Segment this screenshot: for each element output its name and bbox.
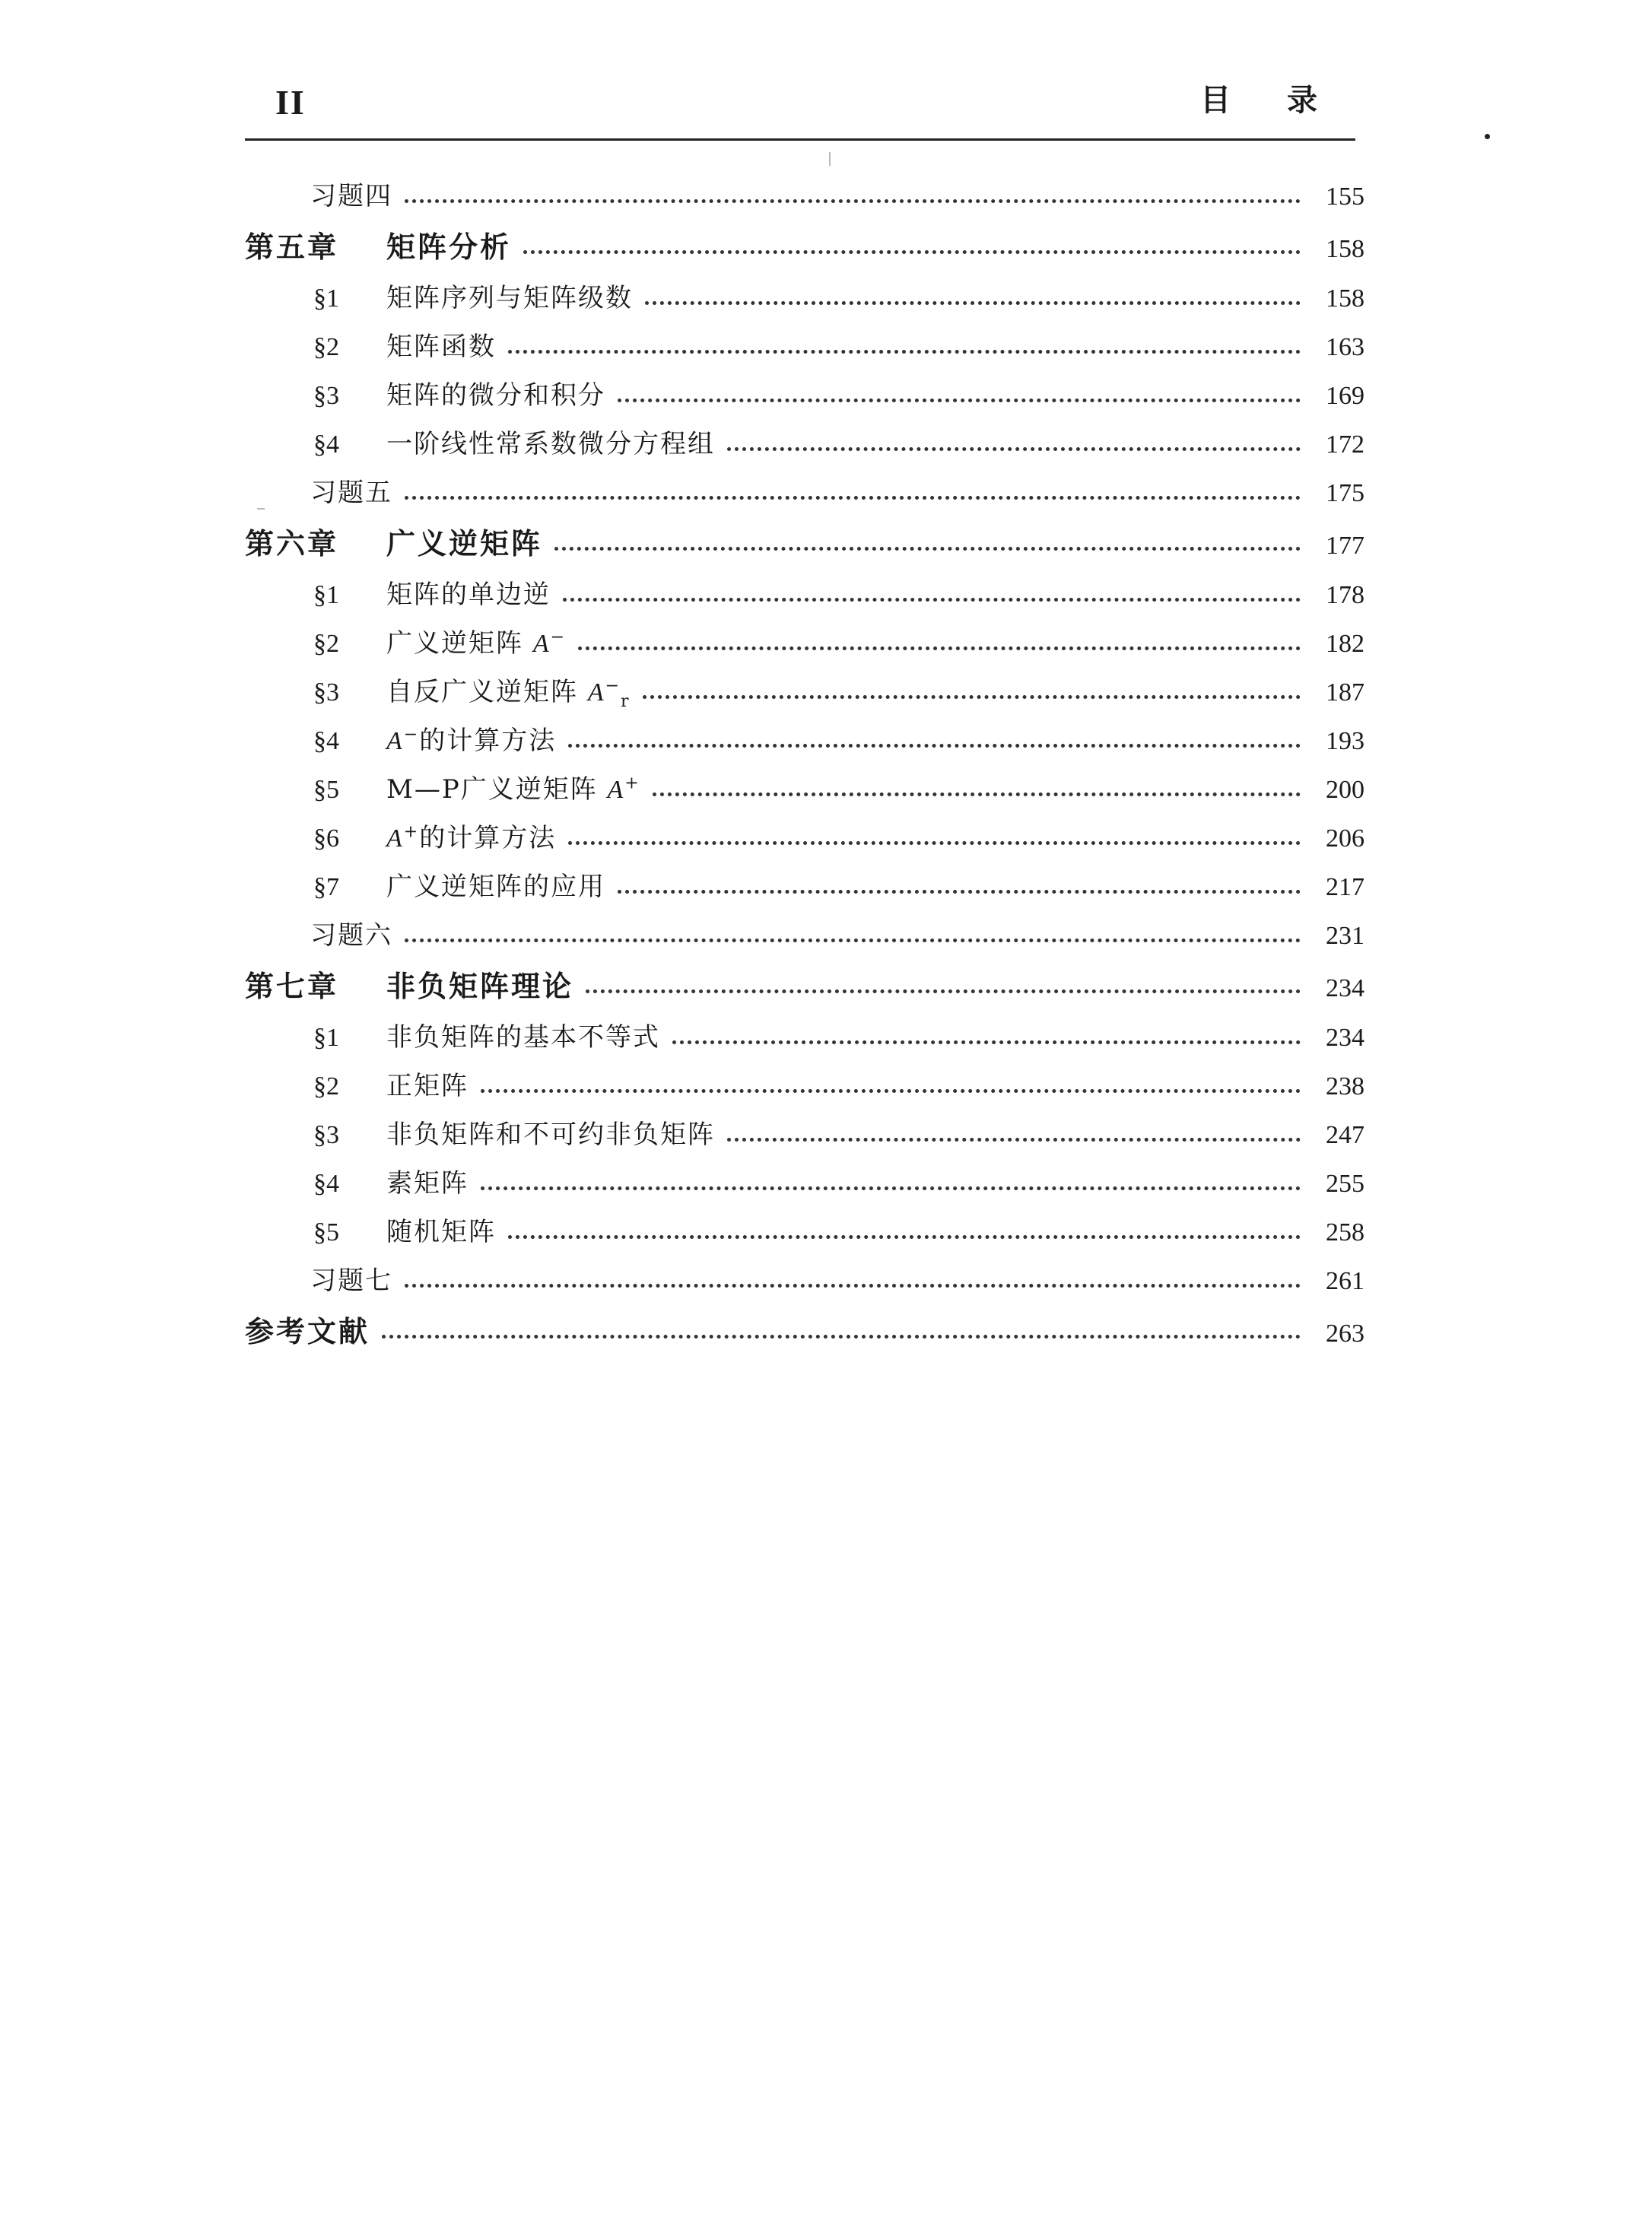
entry-title: 非负矩阵理论 [386, 970, 574, 1003]
entry-page-number: 175 [1326, 479, 1364, 507]
toc-section-entry[interactable] [245, 420, 1364, 468]
toc-section-entry[interactable] [245, 322, 1364, 371]
toc-section-entry[interactable] [245, 716, 1364, 765]
entry-number: 第六章 [245, 527, 339, 561]
entry-title: 矩阵的单边逆 [386, 580, 551, 610]
dot-leader [405, 199, 1301, 203]
entry-page-number: 238 [1326, 1072, 1364, 1101]
entry-page-number: 255 [1326, 1170, 1364, 1198]
entry-number: §5 [313, 1218, 339, 1247]
dot-leader [727, 446, 1301, 451]
entry-page-number: 172 [1326, 430, 1364, 459]
running-head: 目 录 [1200, 83, 1317, 118]
dot-leader [405, 495, 1301, 500]
entry-title: 随机矩阵 [386, 1217, 496, 1247]
dot-leader [618, 889, 1301, 894]
entry-title [386, 716, 556, 766]
entry-page-number: 217 [1326, 873, 1364, 901]
entry-title: 习题七 [310, 1266, 392, 1296]
title-text: 自反广义逆矩阵 [386, 677, 588, 707]
entry-page-number: 178 [1326, 581, 1364, 609]
title-text: 广义逆矩阵 [386, 628, 533, 659]
toc-chapter-entry[interactable] [245, 1305, 1364, 1358]
page-number: II [275, 83, 306, 122]
entry-page-number: 158 [1326, 235, 1364, 263]
entry-number: §2 [313, 333, 339, 361]
dot-leader [481, 1186, 1301, 1190]
entry-title: 习题四 [310, 181, 392, 211]
scan-mark [829, 152, 831, 166]
toc-exercise-entry[interactable] [245, 468, 1364, 517]
dot-leader [643, 694, 1301, 699]
entry-number: §6 [313, 824, 339, 853]
entry-title: 非负矩阵的基本不等式 [386, 1022, 660, 1053]
entry-page-number: 261 [1326, 1267, 1364, 1295]
entry-title: 参考文献 [245, 1315, 370, 1348]
toc-chapter-entry[interactable] [245, 517, 1364, 570]
entry-title: 广义逆矩阵的应用 [386, 872, 605, 902]
toc-section-entry[interactable] [245, 619, 1364, 668]
dot-leader [405, 1283, 1301, 1288]
entry-title: 习题六 [310, 920, 392, 951]
dot-leader [481, 1088, 1301, 1093]
entry-number: §2 [313, 630, 339, 658]
entry-page-number: 182 [1326, 630, 1364, 658]
dot-leader [653, 792, 1301, 796]
toc-section-entry[interactable] [245, 274, 1364, 322]
toc-section-entry[interactable] [245, 668, 1364, 716]
math-superscript: + [624, 773, 640, 793]
toc-section-entry[interactable] [245, 371, 1364, 420]
entry-page-number: 163 [1326, 333, 1364, 361]
toc-chapter-entry[interactable] [245, 221, 1364, 274]
dot-leader [645, 300, 1301, 305]
entry-title: 素矩阵 [386, 1168, 469, 1199]
entry-page-number: 234 [1326, 974, 1364, 1002]
dot-leader [578, 646, 1301, 650]
dot-leader [586, 989, 1301, 993]
math-subscript: r [621, 691, 631, 711]
math-superscript: + [403, 822, 420, 842]
title-text: 的计算方法 [419, 726, 557, 756]
dot-leader [523, 249, 1301, 254]
toc-section-entry[interactable] [245, 1159, 1364, 1208]
entry-title: 一阶线性常系数微分方程组 [386, 429, 715, 459]
entry-number: §1 [313, 284, 339, 313]
math-symbol: A [532, 630, 551, 658]
dot-leader [618, 398, 1301, 402]
entry-number: §2 [313, 1072, 339, 1101]
entry-page-number: 177 [1326, 532, 1364, 560]
entry-number: §3 [313, 382, 339, 410]
entry-number: 第五章 [245, 230, 339, 264]
dot-leader [508, 349, 1301, 354]
math-symbol: A [607, 776, 625, 804]
entry-title: 正矩阵 [386, 1071, 469, 1101]
dot-leader [554, 546, 1301, 551]
entry-title [386, 814, 556, 863]
entry-page-number: 158 [1326, 284, 1364, 313]
dot-leader [382, 1334, 1301, 1339]
table-of-contents [245, 172, 1364, 1358]
math-superscript: − [550, 627, 567, 647]
entry-number: §5 [313, 776, 339, 804]
entry-page-number: 258 [1326, 1218, 1364, 1247]
entry-title [386, 765, 640, 815]
entry-page-number: 234 [1326, 1024, 1364, 1052]
entry-page-number: 263 [1326, 1320, 1364, 1348]
entry-page-number: 200 [1326, 776, 1364, 804]
toc-section-entry[interactable] [245, 1013, 1364, 1062]
entry-title: 矩阵的微分和积分 [386, 380, 605, 411]
math-symbol: A [386, 824, 404, 853]
header-rule [245, 138, 1355, 141]
entry-page-number: 247 [1326, 1121, 1364, 1149]
dot-leader [568, 840, 1301, 845]
dot-leader [508, 1234, 1301, 1239]
entry-number: §4 [313, 727, 339, 755]
dot-leader [568, 743, 1301, 748]
dot-leader [405, 938, 1301, 942]
entry-page-number: 206 [1326, 824, 1364, 853]
entry-page-number: 231 [1326, 922, 1364, 950]
dot-leader [672, 1040, 1301, 1044]
entry-number: §4 [313, 1170, 339, 1198]
entry-page-number: 169 [1326, 382, 1364, 410]
title-text: 的计算方法 [419, 823, 557, 853]
toc-section-entry[interactable] [245, 765, 1364, 814]
entry-title: 非负矩阵和不可约非负矩阵 [386, 1120, 715, 1150]
dot-leader [563, 597, 1301, 602]
toc-section-entry[interactable] [245, 570, 1364, 619]
entry-number: §3 [313, 678, 339, 707]
math-symbol: A [386, 727, 404, 755]
entry-title: 广义逆矩阵 [386, 527, 543, 561]
toc-section-entry[interactable] [245, 814, 1364, 862]
entry-number: §1 [313, 581, 339, 609]
entry-number: §4 [313, 430, 339, 459]
toc-section-entry[interactable] [245, 1062, 1364, 1110]
entry-number: §1 [313, 1024, 339, 1052]
scan-speck [1485, 134, 1490, 139]
toc-section-entry[interactable] [245, 862, 1364, 911]
title-text: M—P广义逆矩阵 [386, 774, 608, 805]
math-symbol: A [587, 678, 605, 707]
entry-page-number: 187 [1326, 678, 1364, 707]
entry-title: 矩阵分析 [386, 230, 512, 264]
math-superscript: − [403, 725, 420, 745]
toc-section-entry[interactable] [245, 1208, 1364, 1256]
entry-number: §7 [313, 873, 339, 901]
entry-title [386, 619, 566, 669]
toc-exercise-entry[interactable] [245, 1256, 1364, 1305]
entry-number: 第七章 [245, 970, 339, 1003]
entry-page-number: 155 [1326, 183, 1364, 211]
toc-exercise-entry[interactable] [245, 911, 1364, 960]
entry-page-number: 193 [1326, 727, 1364, 755]
entry-title: 矩阵函数 [386, 332, 496, 362]
toc-chapter-entry[interactable] [245, 960, 1364, 1013]
entry-title: 矩阵序列与矩阵级数 [386, 283, 633, 313]
entry-title [386, 668, 631, 717]
toc-section-entry[interactable] [245, 1110, 1364, 1159]
math-superscript: − [605, 676, 621, 696]
entry-number: §3 [313, 1121, 339, 1149]
dot-leader [727, 1137, 1301, 1142]
toc-exercise-entry[interactable] [245, 172, 1364, 221]
entry-title: 习题五 [310, 478, 392, 508]
